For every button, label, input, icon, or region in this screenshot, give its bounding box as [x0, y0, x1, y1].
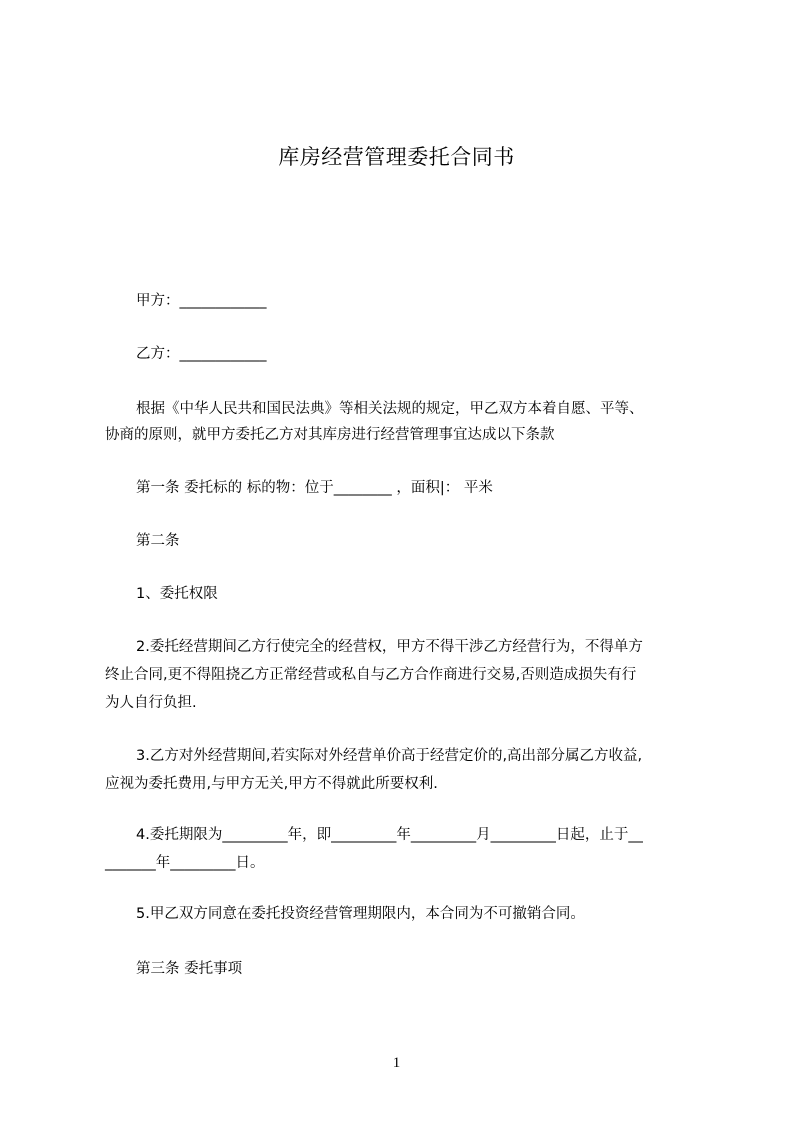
- party-a-line: 甲方：____________: [136, 293, 267, 309]
- item-2-line-1: 2.委托经营期间乙方行使完全的经营权，甲方不得干涉乙方经营行为，不得单方: [136, 639, 643, 655]
- page-number: 1: [392, 1055, 401, 1071]
- article-1-heading: 第一条 委托标的 标的物：位于________ ，面积|： 平米: [136, 480, 493, 496]
- article-2-heading: 第二条: [136, 533, 180, 549]
- document-title: 库房经营管理委托合同书: [278, 145, 515, 169]
- item-3-line-2: 应视为委托费用,与甲方无关,甲方不得就此所要权利.: [105, 776, 438, 792]
- intro-paragraph-line-2: 协商的原则，就甲方委托乙方对其库房进行经营管理事宜达成以下条款: [105, 427, 555, 443]
- article-3-heading: 第三条 委托事项: [136, 961, 243, 977]
- item-2-line-2: 终止合同,更不得阻挠乙方正常经营或私自与乙方合作商进行交易,否则造成损失有行: [105, 667, 637, 683]
- item-4-line-2: _______年_________日。: [105, 855, 265, 871]
- item-3-line-1: 3.乙方对外经营期间,若实际对外经营单价高于经营定价的,高出部分属乙方收益,: [136, 748, 643, 764]
- item-2-line-3: 为人自行负担.: [105, 695, 197, 711]
- item-4-line-1: 4.委托期限为_________年，即_________年_________月_________日起，止于__: [136, 827, 643, 843]
- party-b-line: 乙方：____________: [136, 346, 267, 362]
- intro-paragraph-line-1: 根据《中华人民共和国民法典》等相关法规的规定，甲乙双方本着自愿、平等、: [136, 401, 644, 417]
- item-5-line: 5.甲乙双方同意在委托投资经营管理期限内，本合同为不可撤销合同。: [136, 906, 585, 922]
- item-1-authority: 1、委托权限: [136, 586, 218, 602]
